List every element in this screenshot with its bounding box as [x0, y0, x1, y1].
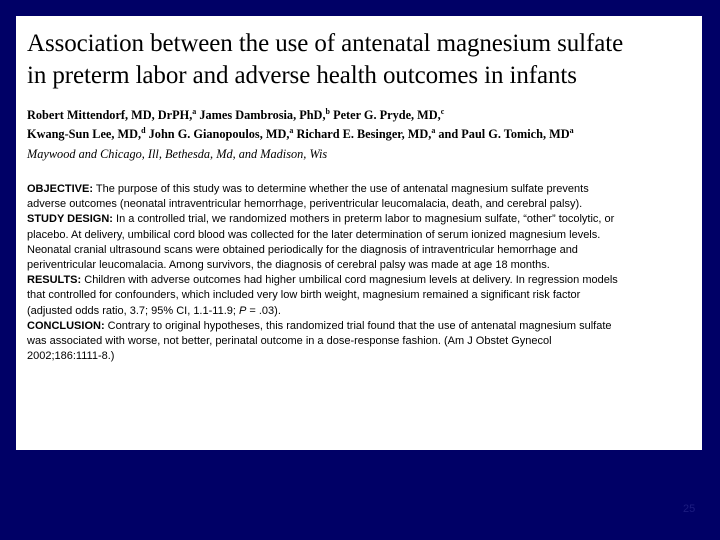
- author-affiliation-marker: d: [141, 125, 146, 135]
- slide-number: 25: [683, 503, 696, 515]
- author-name: John G. Gianopoulos, MD,: [148, 127, 290, 141]
- author-name: Peter G. Pryde, MD,: [333, 108, 441, 122]
- author-name: Richard E. Besinger, MD,: [296, 127, 432, 141]
- objective-label: OBJECTIVE:: [27, 183, 94, 195]
- author-affiliation-marker: a: [569, 125, 574, 135]
- title-line-2: in preterm labor and adverse health outcomes in infants: [27, 62, 577, 89]
- results-paragraph: [27, 273, 627, 319]
- affiliation: Maywood and Chicago, Ill, Bethesda, Md, and Madison, Wis: [27, 147, 328, 161]
- author-affiliation-marker: b: [325, 106, 330, 116]
- author-name: James Dambrosia, PhD,: [199, 108, 326, 122]
- author-name: Kwang-Sun Lee, MD,: [27, 127, 142, 141]
- results-label: RESULTS:: [27, 274, 82, 287]
- abstract: [27, 182, 627, 364]
- results-text: Children with adverse outcomes had higher umbilical cord magnesium levels at delivery. In regression models that controlled for confounders, which included very low birth weight, magnesium remained a significant risk factor (adjusted odds ratio, 3.7; 95% CI, 1.1-11.9;: [27, 274, 618, 317]
- conclusion-text: Contrary to original hypotheses, this randomized trial found that the use of antenatal magnesium sulfate was associated with worse, not better, perinatal outcome in a dose-response fashion. (Am J Obstet Gynecol 2002;186:1111-8.): [27, 319, 612, 363]
- author-name: Robert Mittendorf, MD, DrPH,: [27, 108, 193, 122]
- title-line-1: Association between the use of antenatal magnesium sulfate: [27, 30, 624, 57]
- conclusion-paragraph: [27, 319, 627, 365]
- slide-content-panel: [16, 16, 702, 450]
- study-design-text: In a controlled trial, we randomized mothers in preterm labor to magnesium sulfate, “other” tocolytic, or placebo. At delivery, umbilical cord blood was collected for the later determination of serum ionized magnesium levels. Neonatal cranial ultrasound scans were obtained periodically for the diagnosis of intraventricular hemorrhage and periventricular leucomalacia. Among survivors, the diagnosis of cerebral palsy was made at age 18 months.: [27, 213, 615, 272]
- p-value-symbol: P: [238, 304, 247, 317]
- study-design-paragraph: [27, 212, 627, 273]
- paper-title: [27, 28, 688, 92]
- study-design-label: STUDY DESIGN:: [27, 213, 113, 226]
- author-affiliation-marker: c: [440, 106, 445, 116]
- author-name: and Paul G. Tomich, MD: [438, 127, 570, 141]
- objective-paragraph: [27, 182, 627, 212]
- objective-text: The purpose of this study was to determine whether the use of antenatal magnesium sulfate prevents adverse outcomes (neonatal intraventricular hemorrhage, periventricular leucomalacia, death, and cerebral palsy).: [27, 183, 589, 211]
- author-affiliation-marker: a: [431, 125, 436, 135]
- author-affiliation-marker: a: [289, 125, 294, 135]
- conclusion-label: CONCLUSION:: [27, 319, 105, 332]
- results-text-end: = .03).: [249, 304, 281, 317]
- author-affiliation-marker: a: [192, 106, 197, 116]
- author-list: [27, 106, 688, 144]
